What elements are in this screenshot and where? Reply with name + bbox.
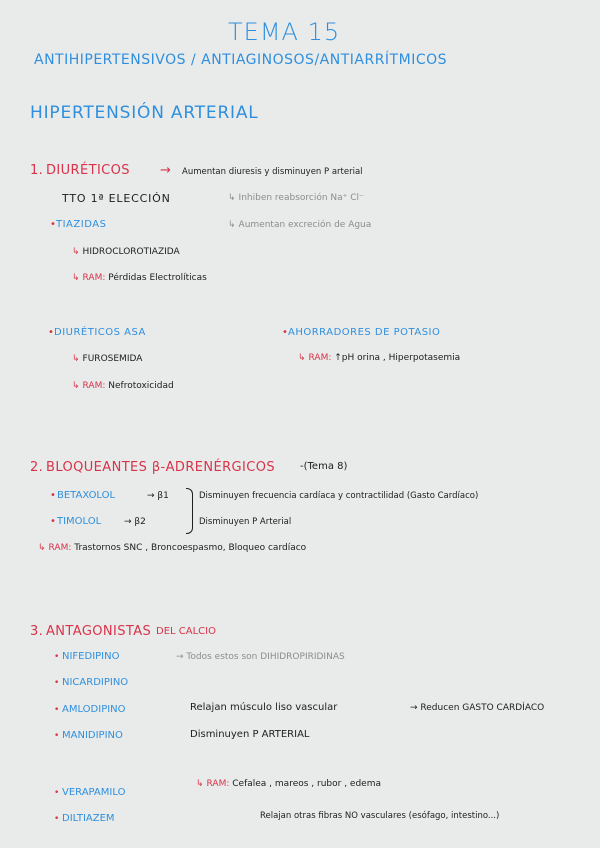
section-3-title: ANTAGONISTAS	[46, 624, 152, 639]
section-2-number: 2.	[30, 460, 44, 475]
page-subtitle: ANTIHIPERTENSIVOS / ANTIAGINOSOS/ANTIARRÍTMICOS	[34, 52, 447, 68]
ram-text: ↑pH orina , Hiperpotasemia	[334, 353, 461, 363]
diltiazem-label: DILTIAZEM	[62, 813, 115, 824]
return-arrow-icon: ↳	[72, 381, 80, 391]
note-inhiben-text: Inhiben reabsorción Na⁺ Cl⁻	[238, 193, 364, 203]
bullet-icon: •	[48, 327, 54, 338]
main-heading: HIPERTENSIÓN ARTERIAL	[30, 103, 259, 123]
effect-2: Disminuyen P Arterial	[199, 517, 292, 527]
tto-primera-eleccion: TTO 1ª ELECCIÓN	[62, 192, 171, 205]
nifedipino-label: NIFEDIPINO	[62, 651, 120, 662]
ram-label: RAM:	[48, 543, 72, 553]
furosemida-row	[72, 354, 142, 364]
timolol-label: TIMOLOL	[57, 516, 102, 527]
page-title: TEMA 15	[228, 18, 341, 46]
bullet-icon: •	[50, 516, 56, 527]
diureticos-asa-label: DIURÉTICOS ASA	[54, 327, 146, 338]
betaxolol-target: → β1	[147, 491, 169, 501]
return-arrow-icon: ↳	[298, 353, 306, 363]
ram-beta-row	[38, 543, 306, 553]
bullet-icon: •	[54, 705, 60, 715]
bullet-icon: •	[50, 219, 56, 230]
ram-asa-row	[72, 381, 174, 391]
relajan-otras: Relajan otras fibras NO vasculares (esófago, intestino...)	[260, 811, 500, 821]
ram-label: RAM:	[308, 353, 332, 363]
arrow-icon: →	[176, 652, 184, 662]
manidipino-label: MANIDIPINO	[62, 730, 123, 741]
hidroclorotiazida-label: HIDROCLOROTIAZIDA	[82, 247, 180, 257]
return-arrow-icon: ↳	[72, 273, 80, 283]
bullet-icon: •	[54, 678, 60, 688]
ram-text: Cefalea , mareos , rubor , edema	[232, 779, 381, 789]
section-3-title-2: DEL CALCIO	[156, 626, 216, 637]
bullet-icon: •	[54, 814, 60, 824]
brace-icon	[186, 488, 193, 534]
ram-label: RAM:	[206, 779, 230, 789]
ahorradores-label: AHORRADORES DE POTASIO	[288, 327, 441, 338]
tema-ref: -(Tema 8)	[300, 461, 348, 472]
note-excrecion	[228, 220, 371, 230]
bullet-icon: •	[50, 490, 56, 501]
note-excrecion-text: Aumentan excreción de Agua	[238, 220, 372, 230]
ram-calcio-row	[196, 779, 381, 789]
return-arrow-icon: ↳	[38, 543, 46, 553]
disminuyen-pa: Disminuyen P ARTERIAL	[190, 729, 310, 740]
bullet-icon: •	[54, 652, 60, 662]
ram-ahorradores-row	[298, 353, 460, 363]
diureticos-desc: Aumentan diuresis y disminuyen P arterial	[182, 167, 363, 177]
note-dihidropiridinas	[176, 652, 345, 662]
note-inhiben	[228, 193, 364, 203]
section-3-number: 3.	[30, 624, 44, 639]
ram-text: Pérdidas Electrolíticas	[108, 273, 207, 283]
hidroclorotiazida-row	[72, 247, 180, 257]
return-arrow-icon: ↳	[228, 220, 236, 230]
arrow-icon: →	[410, 703, 418, 713]
furosemida-label: FUROSEMIDA	[82, 354, 143, 364]
ram-tiazidas-row	[72, 273, 207, 283]
ram-text: Trastornos SNC , Broncoespasmo, Bloqueo cardíaco	[74, 543, 307, 553]
ram-label: RAM:	[82, 273, 106, 283]
return-arrow-icon: ↳	[72, 247, 80, 257]
bullet-icon: •	[54, 731, 60, 741]
ram-label: RAM:	[82, 381, 106, 391]
nicardipino-label: NICARDIPINO	[62, 677, 129, 688]
ram-text: Nefrotoxicidad	[108, 381, 174, 391]
bullet-icon: •	[282, 327, 288, 338]
tiazidas-label: TIAZIDAS	[56, 219, 107, 230]
relajan-musculo: Relajan músculo liso vascular	[190, 702, 338, 713]
return-arrow-icon: ↳	[72, 354, 80, 364]
amlodipino-label: AMLODIPINO	[62, 704, 126, 715]
effect-1: Disminuyen frecuencia cardíaca y contractilidad (Gasto Cardíaco)	[199, 491, 479, 501]
timolol-target: → β2	[124, 517, 146, 527]
reducen-gasto-text: Reducen GASTO CARDÍACO	[420, 703, 545, 713]
section-2-title: BLOQUEANTES β-ADRENÉRGICOS	[46, 460, 276, 475]
section-1-number: 1.	[30, 163, 44, 178]
return-arrow-icon: ↳	[196, 779, 204, 789]
betaxolol-label: BETAXOLOL	[57, 490, 116, 501]
return-arrow-icon: ↳	[228, 193, 236, 203]
arrow-icon: →	[160, 163, 172, 178]
verapamilo-label: VERAPAMILO	[62, 787, 126, 798]
bullet-icon: •	[54, 788, 60, 798]
reducen-gasto	[410, 703, 544, 713]
note-dihidropiridinas-text: Todos estos son DIHIDROPIRIDINAS	[186, 652, 345, 662]
section-1-title: DIURÉTICOS	[46, 163, 130, 178]
